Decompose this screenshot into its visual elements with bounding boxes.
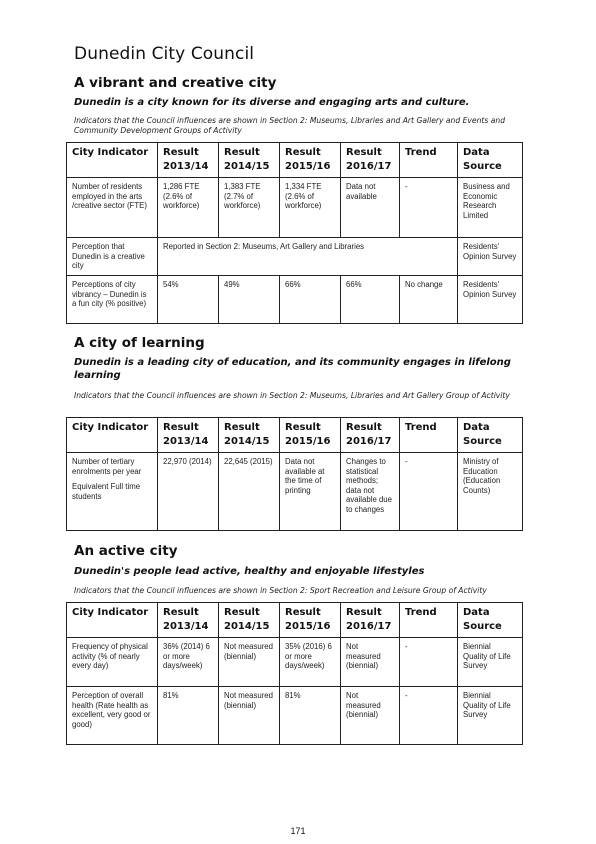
header-trend: Trend (400, 143, 458, 178)
cell-data-source: Residents' Opinion Survey (458, 276, 523, 324)
cell-result-2014-15: 1,383 FTE (2.7% of workforce) (219, 178, 280, 238)
header-result-2013-14: Result 2013/14 (158, 603, 219, 638)
cell-trend: - (400, 638, 458, 687)
table-row (67, 638, 523, 687)
cell-data-source: Residents' Opinion Survey (458, 238, 523, 276)
cell-indicator (67, 453, 158, 531)
cell-result-2013-14: 81% (158, 687, 219, 745)
section-note: Indicators that the Council influences are shown in Section 2: Sport Recreation and Leisure Group of Activity (74, 586, 487, 595)
cell-indicator-line: Number of tertiary enrolments per year (72, 457, 142, 476)
section-subtitle: Dunedin is a city known for its diverse and engaging arts and culture. (74, 97, 470, 108)
cell-result-2014-15: 49% (219, 276, 280, 324)
indicator-table-vibrant (66, 142, 523, 324)
cell-indicator: Number of residents employed in the arts /creative sector (FTE) (67, 178, 158, 238)
header-result-2013-14: Result 2013/14 (158, 418, 219, 453)
table-row (67, 453, 523, 531)
cell-indicator: Perceptions of city vibrancy – Dunedin is a fun city (% positive) (67, 276, 158, 324)
cell-result-2014-15: Not measured (biennial) (219, 687, 280, 745)
cell-result-2015-16: 66% (280, 276, 341, 324)
section-title: An active city (74, 543, 178, 559)
table-row (67, 178, 523, 238)
header-result-2016-17: Result 2016/17 (341, 418, 400, 453)
cell-result-2016-17: Data not available (341, 178, 400, 238)
header-result-2015-16: Result 2015/16 (280, 603, 341, 638)
indicator-table-learning (66, 417, 523, 531)
table-header-row (67, 143, 523, 178)
cell-result-2013-14: 1,286 FTE (2.6% of workforce) (158, 178, 219, 238)
cell-result-2016-17: 66% (341, 276, 400, 324)
cell-merged-note: Reported in Section 2: Museums, Art Gallery and Libraries (158, 238, 458, 276)
table-header-row (67, 603, 523, 638)
header-result-2015-16: Result 2015/16 (280, 418, 341, 453)
cell-indicator: Perception of overall health (Rate health as excellent, very good or good) (67, 687, 158, 745)
table-row (67, 238, 523, 276)
header-trend: Trend (400, 418, 458, 453)
header-data-source: Data Source (458, 603, 523, 638)
header-data-source: Data Source (458, 143, 523, 178)
header-data-source: Data Source (458, 418, 523, 453)
cell-result-2016-17: Not measured (biennial) (341, 687, 400, 745)
table-row (67, 276, 523, 324)
cell-trend: - (400, 687, 458, 745)
section-note: Indicators that the Council influences are shown in Section 2: Museums, Libraries and Art Gallery Group of Activity (74, 391, 510, 400)
cell-trend: - (400, 178, 458, 238)
header-city-indicator: City Indicator (67, 418, 158, 453)
header-result-2014-15: Result 2014/15 (219, 143, 280, 178)
cell-indicator: Perception that Dunedin is a creative city (67, 238, 158, 276)
page-title: Dunedin City Council (74, 44, 255, 64)
header-city-indicator: City Indicator (67, 603, 158, 638)
cell-result-2015-16: 1,334 FTE (2.6% of workforce) (280, 178, 341, 238)
indicator-table-active (66, 602, 523, 745)
cell-result-2016-17: Changes to statistical methods; data not available due to changes (341, 453, 400, 531)
header-result-2015-16: Result 2015/16 (280, 143, 341, 178)
cell-result-2014-15: Not measured (biennial) (219, 638, 280, 687)
section-note: Indicators that the Council influences are shown in Section 2: Museums, Libraries and Art Gallery and Events and Community Development Groups of Activity (74, 116, 506, 135)
table-header-row (67, 418, 523, 453)
cell-indicator-line: Equivalent Full time students (72, 482, 141, 501)
cell-result-2015-16: 81% (280, 687, 341, 745)
cell-data-source: Biennial Quality of Life Survey (458, 687, 523, 745)
page-number: 171 (290, 826, 306, 836)
cell-data-source: Biennial Quality of Life Survey (458, 638, 523, 687)
cell-result-2015-16: Data not available at the time of printing (280, 453, 341, 531)
header-result-2014-15: Result 2014/15 (219, 418, 280, 453)
cell-result-2013-14: 36% (2014) 6 or more days/week) (158, 638, 219, 687)
header-result-2016-17: Result 2016/17 (341, 143, 400, 178)
cell-result-2013-14: 54% (158, 276, 219, 324)
header-result-2016-17: Result 2016/17 (341, 603, 400, 638)
section-subtitle: Dunedin's people lead active, healthy and enjoyable lifestyles (74, 566, 425, 577)
section-subtitle: Dunedin is a leading city of education, and its community engages in lifelong learning (74, 357, 511, 381)
table-row (67, 687, 523, 745)
cell-result-2015-16: 35% (2016) 6 or more days/week) (280, 638, 341, 687)
cell-trend: - (400, 453, 458, 531)
header-city-indicator: City Indicator (67, 143, 158, 178)
cell-result-2014-15: 22,645 (2015) (219, 453, 280, 531)
cell-data-source: Ministry of Education (Education Counts) (458, 453, 523, 531)
header-result-2014-15: Result 2014/15 (219, 603, 280, 638)
section-title: A city of learning (74, 335, 205, 351)
cell-result-2016-17: Not measured (biennial) (341, 638, 400, 687)
cell-result-2013-14: 22,970 (2014) (158, 453, 219, 531)
cell-indicator: Frequency of physical activity (% of nearly every day) (67, 638, 158, 687)
header-result-2013-14: Result 2013/14 (158, 143, 219, 178)
section-title: A vibrant and creative city (74, 75, 277, 91)
cell-trend: No change (400, 276, 458, 324)
cell-data-source: Business and Economic Research Limited (458, 178, 523, 238)
header-trend: Trend (400, 603, 458, 638)
